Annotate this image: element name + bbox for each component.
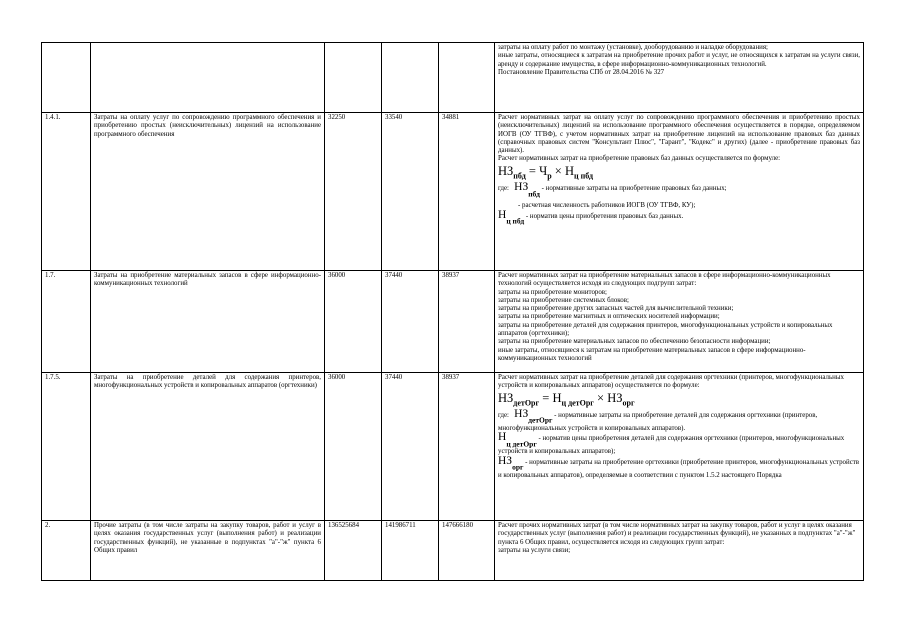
value-year-3: 38937 <box>439 373 495 521</box>
value-year-1: 36000 <box>325 373 382 521</box>
desc-line: затраты на приобретение материальных запасов по обеспечению безопасности информации; <box>498 338 771 346</box>
desc-line: Расчет нормативных затрат на оплату услуг по сопровождению программного обеспечения и приобретению простых (неисключительных) лицензий на использование программного обеспечения осуществляется в порядке, определяемом ИОГВ (ОУ ТГВФ), с учетом нормативных затрат на приобретение лицензий на использование правовых баз данных (справочных правовых систем "Консультант Плюс", "Гарант", "Кодекс" и других) (далее - приобретение правовых баз данных). <box>498 114 860 155</box>
table-row <box>42 271 864 373</box>
value-year-2 <box>382 43 439 113</box>
desc-line: иные затраты, относящиеся к затратам на приобретение материальных запасов в сфере информационно-коммуникационных технологий <box>498 346 806 362</box>
row-number: 1.7. <box>42 271 91 373</box>
row-number: 1.7.5. <box>42 373 91 521</box>
row-number: 1.4.1. <box>42 113 91 271</box>
value-year-1: 136525684 <box>325 521 382 581</box>
desc-line: затраты на приобретение других запасных частей для вычислительной техники; <box>498 305 734 313</box>
row-description <box>495 271 864 373</box>
row-name <box>91 43 325 113</box>
value-year-1 <box>325 43 382 113</box>
table-row <box>42 43 864 113</box>
formula-legend: где: $НЗ_{_{пбд}}$ - нормативные затраты на приобретение правовых баз данных; <box>498 181 727 198</box>
row-name: Затраты на приобретение материальных запасов в сфере информационно-коммуникационных технологий <box>91 271 325 373</box>
formula: $НЗ_{детОрг} = Н_{ц детОрг} \times НЗ_{орг}$ <box>498 390 635 408</box>
row-description <box>495 43 864 113</box>
desc-line: Расчет нормативных затрат на приобретение деталей для содержания оргтехники (принтеров, многофункциональных устройств и копировальных аппаратов) осуществляется по формуле: <box>498 374 844 390</box>
desc-line: затраты на приобретение мониторов; <box>498 288 607 296</box>
row-description <box>495 113 864 271</box>
row-name: Прочие затраты (в том числе затраты на закупку товаров, работ и услуг в целях оказания государственных услуг (выполнения работ) и реализации государственных функций), не указанные в подпунктах "а"-"ж" пункта 6 Общих правил <box>91 521 325 581</box>
row-name: Затраты на оплату услуг по сопровождению программного обеспечения и приобретению простых (неисключительных) лицензий на использование программного обеспечения <box>91 113 325 271</box>
value-year-3: 34881 <box>439 113 495 271</box>
value-year-2: 141986711 <box>382 521 439 581</box>
value-year-2: 33540 <box>382 113 439 271</box>
formula-legend: $Н_{_{ц пбд}}$ - норматив цены приобретения правовых баз данных. <box>498 208 684 226</box>
desc-line: Расчет нормативных затрат на приобретение правовых баз данных осуществляется по формуле: <box>498 155 781 163</box>
value-year-1: 36000 <box>325 271 382 373</box>
value-year-3: 147666180 <box>439 521 495 581</box>
desc-line: затраты на приобретение магнитных и оптических носителей информации; <box>498 313 720 321</box>
table-row <box>42 113 864 271</box>
row-description <box>495 521 864 581</box>
value-year-2: 37440 <box>382 373 439 521</box>
value-year-3 <box>439 43 495 113</box>
desc-line: Расчет прочих нормативных затрат (в том числе нормативных затрат на закупку товаров, работ и услуг в целях оказания государственных услуг (выполнения работ) и реализации государственных функций), не указанных в подпунктах "а"-"ж" пункта 6 Общих правил, осуществляется исходя из следующих групп затрат: <box>498 522 856 546</box>
desc-line: затраты на приобретение системных блоков; <box>498 296 629 304</box>
formula-legend: где: $НЗ_{_{детОрг}}$ - нормативные затраты на приобретение деталей для содержания оргтехники (принтеров, многофункциональных устройств и копировальных аппаратов). <box>498 408 818 433</box>
row-name: Затраты на приобретение деталей для содержания принтеров, многофункциональных устройств и копировальных аппаратов (оргтехники) <box>91 373 325 521</box>
table-row <box>42 521 864 581</box>
formula-legend: $Н_{_{ц детОрг}}$ - норматив цены приобретения деталей для содержания оргтехники (принтеров, многофункциональных устройств и копировальных аппаратов); <box>498 431 845 456</box>
desc-line: затраты на оплату работ по монтажу (установке), дооборудованию и наладке оборудования; <box>498 44 768 51</box>
desc-line: Расчет нормативных затрат на приобретение материальных запасов в сфере информационно-коммуникационных технологий осуществляется исходя из следующих подгрупп затрат: <box>498 272 831 288</box>
value-year-3: 38937 <box>439 271 495 373</box>
desc-line: Постановление Правительства СПб от 28.04.2016 № 327 <box>498 68 665 76</box>
table-row <box>42 373 864 521</box>
desc-line: затраты на приобретение деталей для содержания принтеров, многофункциональных устройств и копировальных аппаратов (оргтехники); <box>498 321 833 338</box>
value-year-2: 37440 <box>382 271 439 373</box>
row-description <box>495 373 864 521</box>
row-number <box>42 43 91 113</box>
formula-legend: $НЗ_{_{орг}}$ - нормативные затраты на приобретение оргтехники (приобретение принтеров, многофункциональных устройств и копировальных аппаратов), определяемые в соответствии с пунктом 1.5.2 настоящего Порядка <box>498 454 860 479</box>
row-number: 2. <box>42 521 91 581</box>
value-year-1: 32250 <box>325 113 382 271</box>
desc-line: затраты на услуги связи; <box>498 546 571 554</box>
cost-table <box>41 42 864 581</box>
formula: $НЗ_{пбд} = Ч_р \times Н_{ц пбд}$ <box>498 163 594 181</box>
desc-line: иные затраты, относящиеся к затратам на приобретение прочих работ и услуг, не относящихся к затратам на услуги связи, аренду и содержание имущества, в сфере информационно-коммуникационных технологий. <box>498 52 860 68</box>
formula-legend: - расчетная численность работников ИОГВ (ОУ ТГВФ, КУ); <box>518 202 696 210</box>
